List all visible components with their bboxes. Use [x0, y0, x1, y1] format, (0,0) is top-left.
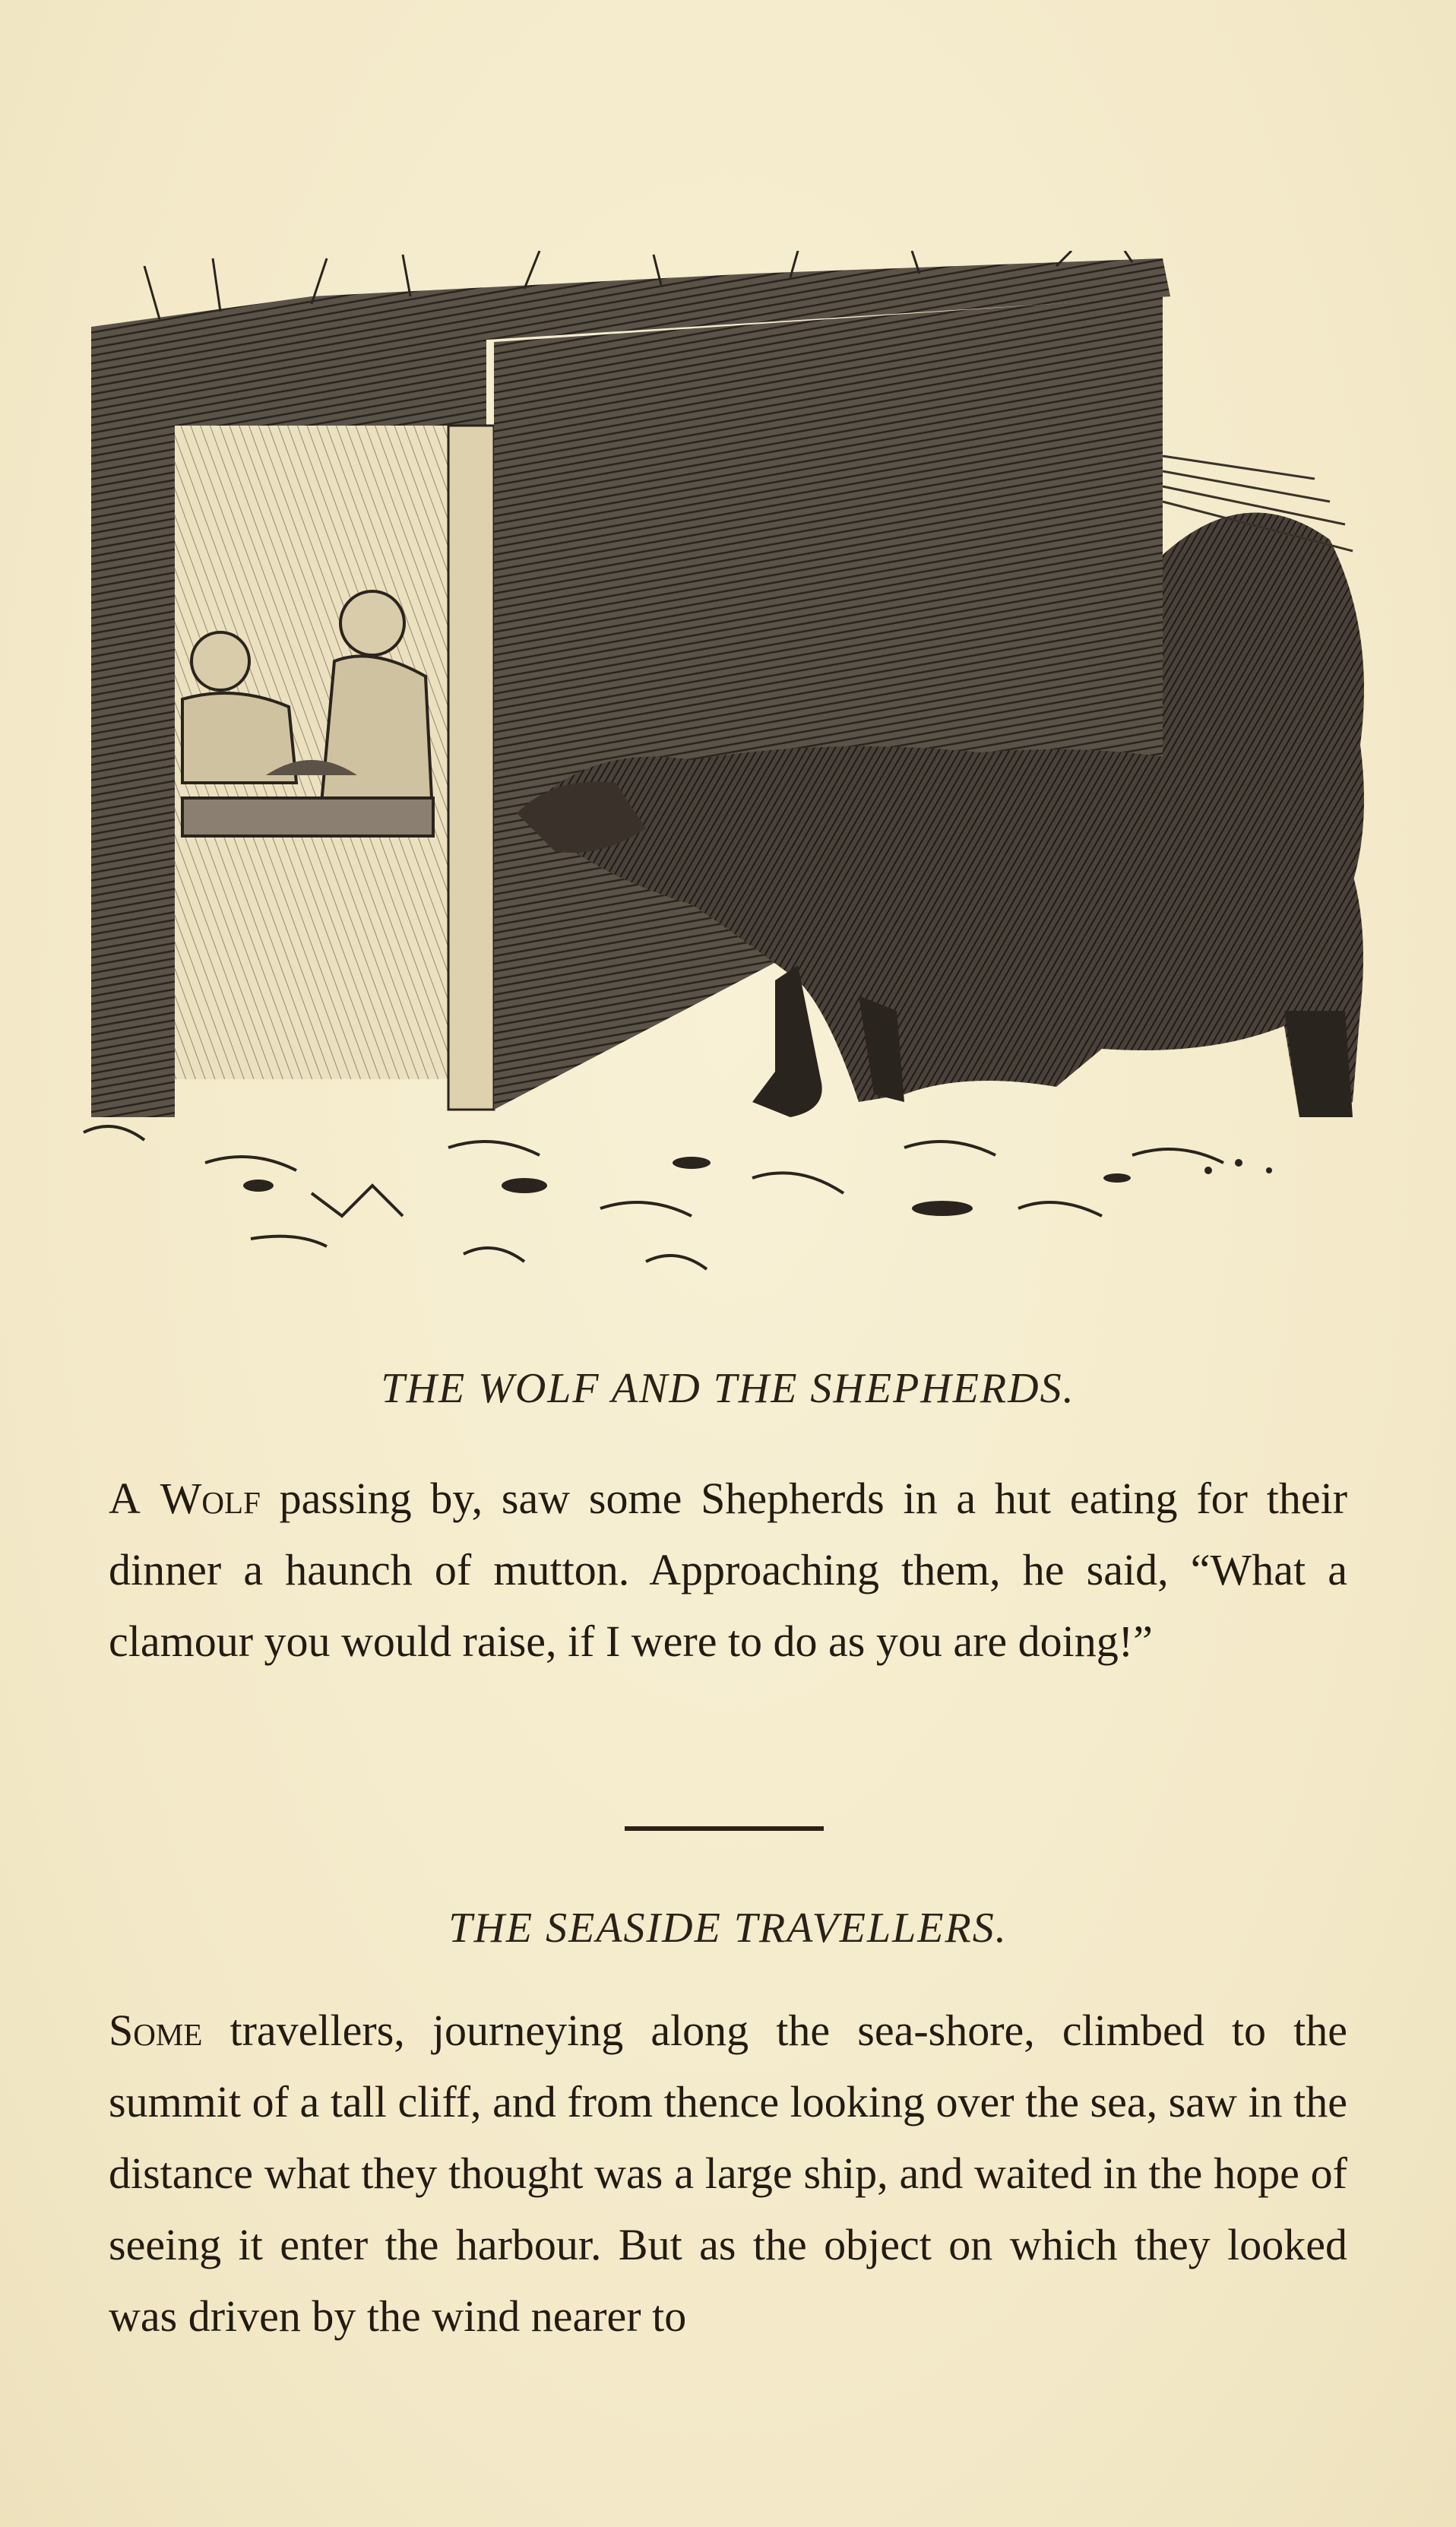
fable-text-seaside-travellers	[109, 1995, 1347, 2352]
fable-title-wolf-shepherds: THE WOLF AND THE SHEPHERDS.	[381, 1365, 1075, 1412]
wolf-shepherds-illustration	[68, 251, 1391, 1300]
wolf-and-shepherds-engraving-icon	[68, 251, 1391, 1300]
fable-text-wolf-shepherds	[109, 1463, 1347, 1677]
section-divider	[625, 1826, 824, 1831]
lead-word: Wolf	[160, 1474, 261, 1523]
lead-word: Some	[109, 2006, 203, 2055]
fable-body-text: travellers, journeying along the sea-shore, climbed to the summit of a tall cliff, and from thence looking over the sea, saw in the distance what they thought was a large ship, and waited in the hope of seeing it enter the harbour. But as the object on which they looked was driven by the wind nearer to	[109, 2006, 1347, 2341]
lead-cap: A	[109, 1474, 141, 1523]
fable-title-seaside-travellers: THE SEASIDE TRAVELLERS.	[448, 1905, 1008, 1952]
fable-body-text: passing by, saw some Shepherds in a hut eating for their dinner a haunch of mutton. Approaching them, he said, “What a clamour you would raise, if I were to do as you are doing!”	[109, 1474, 1348, 1666]
